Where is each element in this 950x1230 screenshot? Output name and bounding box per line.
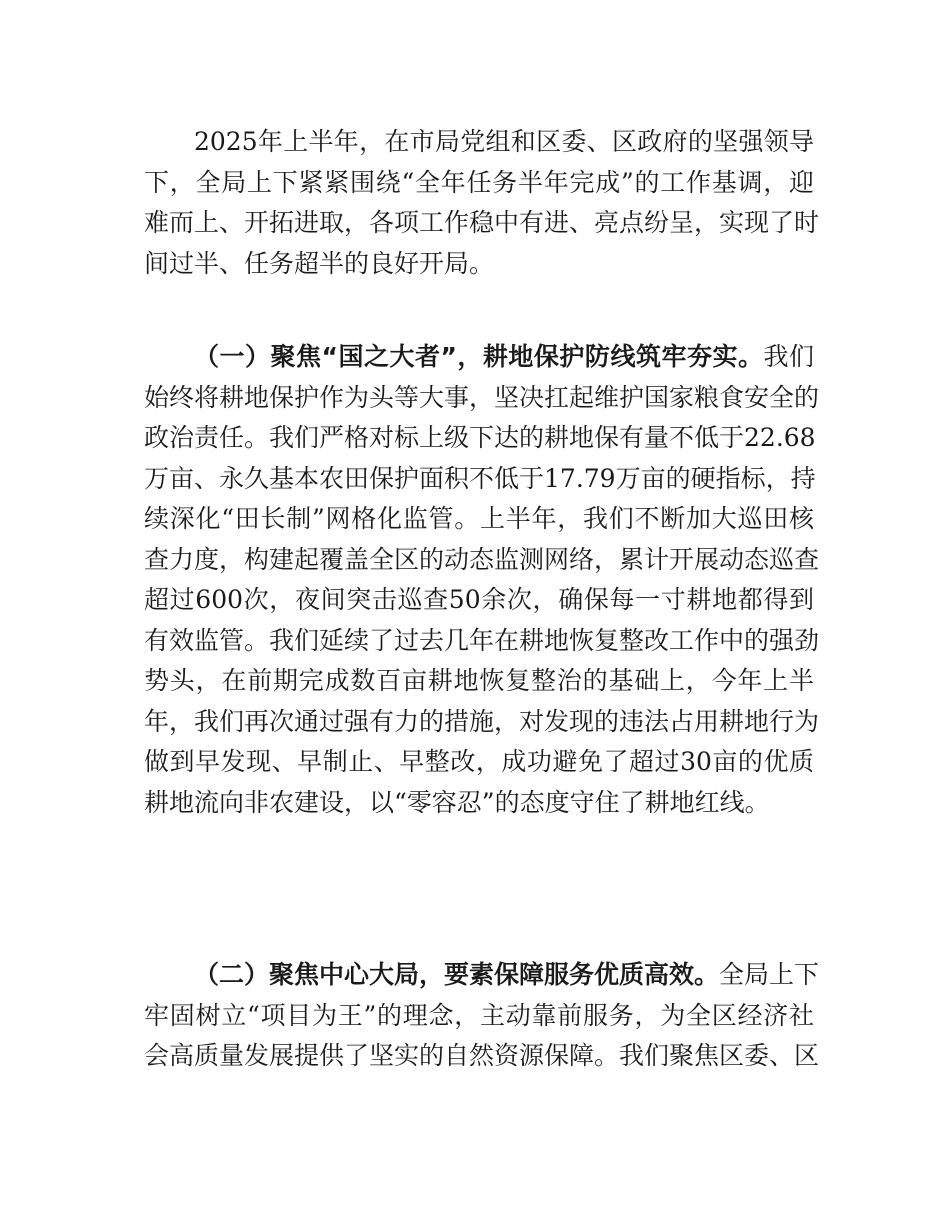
text-line: 牢固树立“项目为王”的理念，主动靠前服务，为全区经济社 bbox=[144, 1000, 814, 1030]
text-line: 查力度，构建起覆盖全区的动态监测网络，累计开展动态巡查 bbox=[144, 544, 820, 574]
text-line: 年，我们再次通过强有力的措施，对发现的违法占用耕地行为 bbox=[144, 706, 820, 736]
text-line: 政治责任。我们严格对标上级下达的耕地保有量不低于22.68 bbox=[144, 423, 816, 452]
text-line: 做到早发现、早制止、早整改，成功避免了超过30亩的优质 bbox=[144, 747, 814, 776]
text-line: 续深化“田长制”网格化监管。上半年，我们不断加大巡田核 bbox=[144, 504, 814, 533]
text-line: 间过半、任务超半的良好开局。 bbox=[144, 248, 495, 278]
paragraph-intro bbox=[144, 122, 820, 284]
text-line: 耕地流向非农建设，以“零容忍”的态度守住了耕地红线。 bbox=[144, 787, 770, 817]
text-line: 难而上、开拓进取，各项工作稳中有进、亮点纷呈，实现了时 bbox=[144, 208, 820, 237]
section-heading: （二）聚焦中心大局，要素保障服务优质高效。 bbox=[194, 960, 720, 989]
text-run: 全局上下 bbox=[719, 960, 820, 989]
text-line: 势头，在前期完成数百亩耕地恢复整治的基础上，今年上半 bbox=[144, 666, 814, 695]
text-line: 有效监管。我们延续了过去几年在耕地恢复整改工作中的强劲 bbox=[144, 625, 820, 655]
text-line: 超过600次，夜间突击巡查50余次，确保每一寸耕地都得到 bbox=[144, 585, 814, 614]
text-line: 万亩、永久基本农田保护面积不低于17.79万亩的硬指标，持 bbox=[144, 463, 816, 493]
text-line: 2025年上半年，在市局党组和区委、区政府的坚强领导 bbox=[194, 127, 814, 156]
text-line: 始终将耕地保护作为头等大事，坚决扛起维护国家粮食安全的 bbox=[144, 382, 820, 412]
text-line: 下，全局上下紧紧围绕“全年任务半年完成”的工作基调，迎 bbox=[144, 167, 814, 197]
text-line: 会高质量发展提供了坚实的自然资源保障。我们聚焦区委、区 bbox=[144, 1041, 820, 1070]
text-line bbox=[144, 337, 814, 378]
text-run: 我们 bbox=[763, 342, 814, 371]
section-heading: （一）聚焦“国之大者”，耕地保护防线筑牢夯实。 bbox=[194, 342, 764, 371]
text-line bbox=[144, 955, 820, 996]
paragraph-factor-guarantee bbox=[144, 955, 820, 1077]
paragraph-farmland-protection bbox=[144, 337, 820, 823]
